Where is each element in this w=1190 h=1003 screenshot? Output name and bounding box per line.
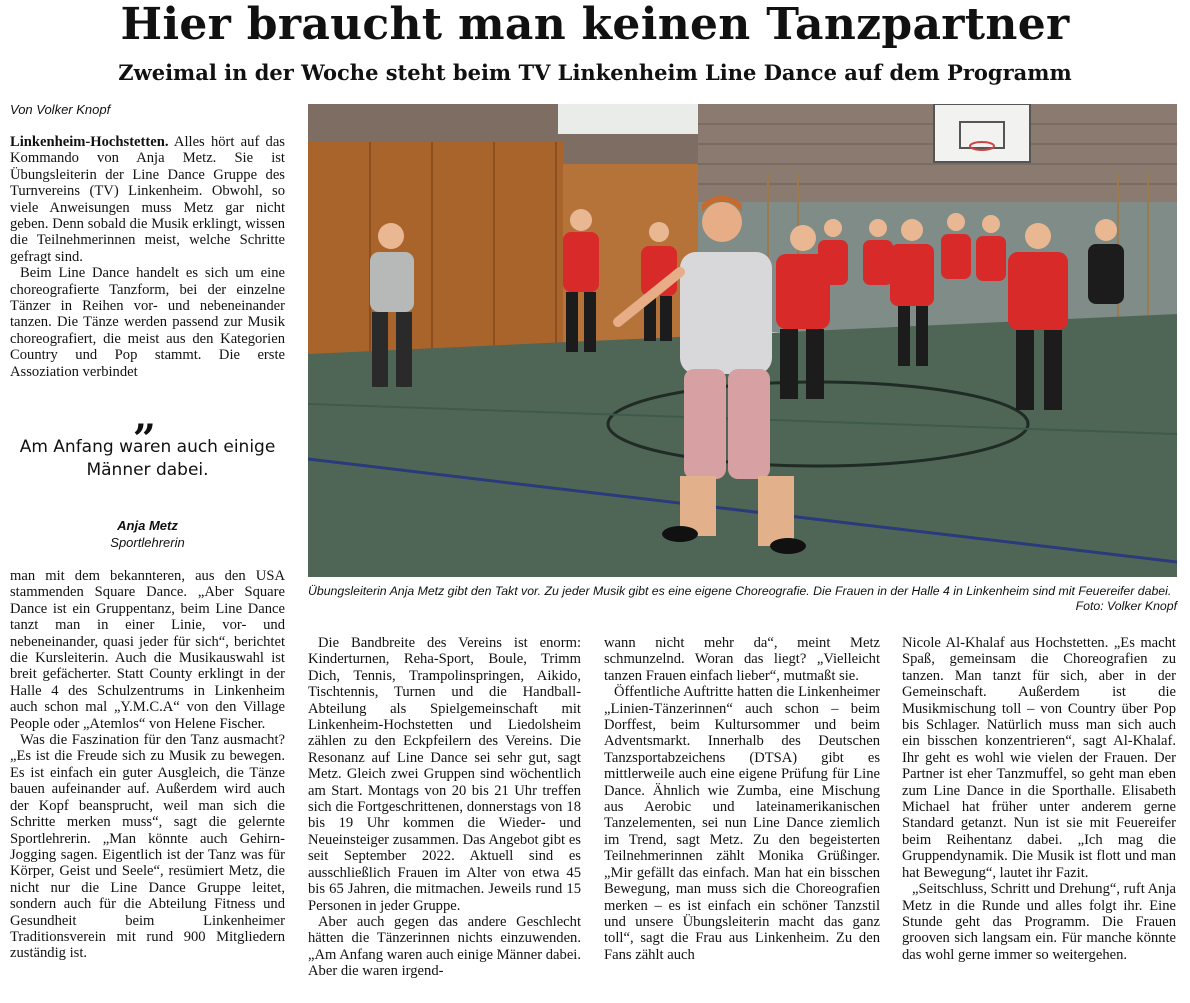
lead-paragraph: Linkenheim-Hochstetten. Alles hört auf das Kommando von Anja Metz. Sie ist Übungsleiterin der Line Dance Gruppe des Turnvereins (TV) Linkenheim. Obwohl, so viele Anweisungen muss Metz gar nicht geben. Denn sobald die Musik erklingt, wissen die Teilnehmerinnen meist, welche Schritte gefragt sind. [10, 134, 285, 265]
pullquote-author: Anja Metz [117, 518, 178, 533]
column-1-bottom [10, 568, 285, 1000]
pullquote-text: Am Anfang waren auch einige Männer dabei. [19, 437, 276, 480]
quote-mark-icon: „ [133, 393, 157, 440]
paragraph: Aber auch gegen das andere Geschlecht hätten die Tänzerinnen nichts einzuwenden. „Am Anfang waren auch einige Männer dabei. Aber die waren irgend- [308, 913, 581, 980]
paragraph: „Seitschluss, Schritt und Drehung“, ruft Anja Metz in die Runde und alles folgt ihr. Eine Stunde geht das Programm. Die Frauen grooven sich langsam ein. Für manche könnte das wohl gerne immer so weitergehen. [902, 881, 1176, 963]
headline: Hier braucht man keinen Tanzpartner [120, 0, 1070, 50]
paragraph: Beim Line Dance handelt es sich um eine choreografierte Tanzform, bei der einzelne Tänzer in Reihen vor- und nebeneinander tanzen. Die Tänze werden passend zur Musik choreografiert, die meist aus den Kategorien Country und Pop stammt. Die erste Assoziation verbindet [10, 265, 285, 380]
column-4 [902, 635, 1176, 1001]
photo-credit: Foto: Volker Knopf [1075, 599, 1177, 613]
paragraph: Öffentliche Auftritte hatten die Linkenheimer „Linien-Tänzerinnen“ auch schon – beim Dorffest, beim Kultursommer und beim Adventsmarkt. Innerhalb des Deutschen Tanzsportabzeichens (DTSA) gibt es mittlerweile auch eine eigene Prüfung für Line Dance. Ähnlich wie Zumba, eine Mischung aus Aerobic und lateinamerikanischen Tanzelementen, sei nun Line Dance ziemlich im Trend, sagt Metz. Zu den begeisterten Teilnehmerinnen zählt Monika Grüßinger. „Mir gefällt das einfach. Man hat ein bisschen Bewegung, man muss sich die Choreografien merken – es ist einfach ein schöner Tanzstil und unsere Übungsleiterin macht das ganz toll“, sagt die Frau aus Linkenheim. Zu den Fans zählt auch [604, 684, 880, 963]
subheadline: Zweimal in der Woche steht beim TV Linkenheim Line Dance auf dem Programm [118, 60, 1072, 85]
column-3 [604, 635, 880, 1001]
paragraph: wann nicht mehr da“, meint Metz schmunzelnd. Woran das liegt? „Vielleicht tanzen Frauen einfach lieber“, mutmaßt sie. [604, 635, 880, 684]
paragraph: Die Bandbreite des Vereins ist enorm: Kinderturnen, Reha-Sport, Boule, Trimm Dich, Tennis, Trampolinspringen, Aikido, Tischtennis, Turnen und die Handball-Abteilung als Spielgemeinschaft mit Linkenheim-Hochstetten und Liedolsheim zählen zu den Eckpfeilern des Vereins. Die Resonanz auf Line Dance sei sehr gut, sagt Metz. Gleich zwei Gruppen sind wöchentlich am Start. Montags von 20 bis 21 Uhr treffen sich die Fortgeschrittenen, donnerstags von 18 bis 19 Uhr kommen die Wieder- und Neueinsteiger zusammen. Das Angebot gibt es seit September 2022. Aktuell sind es ausschließlich Frauen im Alter von etwa 45 bis 65 Jahren, die mitmachen. Jeweils rund 15 Personen in jeder Gruppe. [308, 635, 581, 914]
column-2 [308, 635, 581, 1001]
paragraph: Was die Faszination für den Tanz ausmacht? „Es ist die Freude sich zu Musik zu bewegen. Es ist einfach ein guter Ausgleich, die Tänze bauen aufeinander auf. Außerdem wird auch der Kopf beansprucht, weil man sich die Schritte merken muss“, sagt die gelernte Sportlehrerin. „Man könnte auch Gehirn-Jogging sagen. Eigentlich ist der Tanz was für Körper, Geist und Seele“, resümiert Metz, die nicht nur die Line Dance Gruppe leitet, sondern auch für die Abteilung Fitness und Gesundheit beim Linkenheimer Traditionsverein mit rund 900 Mitgliedern zuständig ist. [10, 732, 285, 962]
paragraph: Nicole Al-Khalaf aus Hochstetten. „Es macht Spaß, gemeinsam die Choreografien zu tanzen. Man tanzt für sich, aber in der Gemeinschaft. Außerdem ist die Musikmischung toll – von Country über Pop bis Schlager. Natürlich muss man sich auch ein bisschen konzentrieren“, sagt Al-Khalaf. Ihr geht es wohl wie vielen der Frauen. Der Partner ist eher Tanzmuffel, so geht man eben zum Line Dance in die Sporthalle. Elisabeth Michael hat früher unter anderem gerne Standard getanzt. Nun ist sie mit Feuereifer beim Reihentanz dabei. „Ich mag die Gruppendynamik. Die Musik ist flott und man hat Bewegung“, lautet ihr Fazit. [902, 635, 1176, 881]
pullquote-role: Sportlehrerin [110, 535, 185, 550]
byline: Von Volker Knopf [10, 102, 111, 117]
paragraph: man mit dem bekannteren, aus den USA stammenden Square Dance. „Aber Square Dance ist ein Gruppentanz, beim Line Dance tanzt man in einer Linie, vor- und nebeneinander, quasi jeder für sich“, berichtet die Kursleiterin. Auch die Musikauswahl ist breit gefächerter. Statt County erklingt in der Halle 4 des Schulzentrums in Linkenheim auch schon mal „Y.M.C.A“ von den Village People oder „Atemlos“ von Helene Fischer. [10, 568, 285, 732]
photo-caption: Übungsleiterin Anja Metz gibt den Takt vor. Zu jeder Musik gibt es eine eigene Choreografie. Die Frauen in der Halle 4 in Linkenheim sind mit Feuereifer dabei. [308, 584, 1172, 598]
column-1-top [10, 134, 285, 386]
article-photo [308, 104, 1177, 577]
dateline: Linkenheim-Hochstetten. [10, 134, 169, 150]
